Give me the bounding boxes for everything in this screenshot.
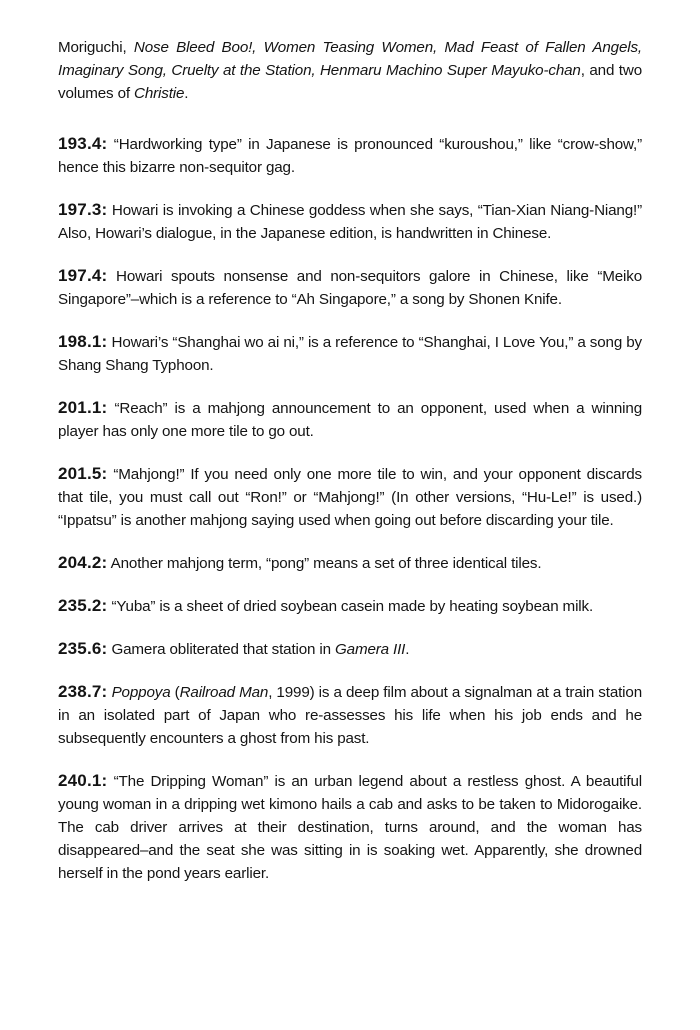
note-238-7 bbox=[58, 680, 642, 750]
note-text: Howari’s “Shanghai wo ai ni,” is a reference to “Shanghai, I Love You,” a song by Shang Shang Typhoon. bbox=[58, 334, 642, 374]
note-text: “Hardworking type” in Japanese is pronounced “kuroushou,” like “crow-show,” hence this bizarre non-sequitor gag. bbox=[58, 136, 642, 176]
note-text: Gamera obliterated that station in bbox=[107, 641, 336, 658]
note-text: “Mahjong!” If you need only one more tile to win, and your opponent discards that tile, you must call out “Ron!” or “Mahjong!” (In other versions, “Hu-Le!” is used.) “Ippatsu” is another mahjong saying used when going out before discarding your tile. bbox=[58, 466, 642, 529]
note-201-1 bbox=[58, 396, 642, 443]
intro-paragraph bbox=[58, 36, 642, 105]
intro-title-christie: Christie bbox=[134, 85, 185, 102]
note-text: . bbox=[405, 641, 410, 658]
note-text: “The Dripping Woman” is an urban legend about a restless ghost. A beautiful young woman in a dripping wet kimono hails a cab and asks to be taken to Midorogaike. The cab driver arrives at their destination, turns around, and the woman has disappeared–and the seat she was sitting in is soaking wet. Apparently, she drowned herself in the pond years earlier. bbox=[58, 773, 642, 882]
note-text: Howari spouts nonsense and non-sequitors galore in Chinese, like “Meiko Singapore”–which is a reference to “Ah Singapore,” a song by Shonen Knife. bbox=[58, 268, 642, 308]
film-title: Gamera III bbox=[335, 641, 406, 658]
note-ref: 235.6: bbox=[58, 639, 108, 658]
intro-text: , and two volumes of bbox=[58, 62, 642, 102]
note-235-2 bbox=[58, 594, 642, 618]
film-title: Poppoya bbox=[111, 684, 171, 701]
note-text: Howari is invoking a Chinese goddess when she says, “Tian-Xian Niang-Niang!” Also, Howari’s dialogue, in the Japanese edition, is handwritten in Chinese. bbox=[58, 202, 642, 242]
note-ref: 235.2: bbox=[58, 596, 108, 615]
note-198-1 bbox=[58, 330, 642, 377]
note-240-1 bbox=[58, 769, 642, 885]
note-ref: 197.3: bbox=[58, 200, 108, 219]
note-text: Another mahjong term, “pong” means a set of three identical tiles. bbox=[107, 555, 542, 572]
note-text: “Yuba” is a sheet of dried soybean casein made by heating soybean milk. bbox=[107, 598, 594, 615]
note-204-2 bbox=[58, 551, 642, 575]
note-ref: 204.2: bbox=[58, 553, 108, 572]
note-193-4 bbox=[58, 132, 642, 179]
note-201-5 bbox=[58, 462, 642, 532]
intro-text: Moriguchi, bbox=[58, 39, 134, 56]
note-197-3 bbox=[58, 198, 642, 245]
note-ref: 193.4: bbox=[58, 134, 108, 153]
note-text: “Reach” is a mahjong announcement to an opponent, used when a winning player has only one more tile to go out. bbox=[58, 400, 642, 440]
film-title-english: Railroad Man bbox=[179, 684, 269, 701]
intro-text: . bbox=[184, 85, 189, 102]
note-text: , 1999) is a deep film about a signalman at a train station in an isolated part of Japan who re-assesses his life when his job ends and he subsequently encounters a ghost from his past. bbox=[58, 684, 643, 747]
note-ref: 198.1: bbox=[58, 332, 108, 351]
note-text: ( bbox=[170, 684, 180, 701]
note-ref: 197.4: bbox=[58, 266, 108, 285]
note-ref: 240.1: bbox=[58, 771, 108, 790]
note-ref: 238.7: bbox=[58, 682, 108, 701]
note-ref: 201.1: bbox=[58, 398, 108, 417]
intro-titles: Nose Bleed Boo!, Women Teasing Women, Mad Feast of Fallen Angels, Imaginary Song, Cruelty at the Station, Henmaru Machino Super Mayuko-chan bbox=[58, 39, 642, 79]
note-197-4 bbox=[58, 264, 642, 311]
note-ref: 201.5: bbox=[58, 464, 108, 483]
note-235-6 bbox=[58, 637, 642, 661]
